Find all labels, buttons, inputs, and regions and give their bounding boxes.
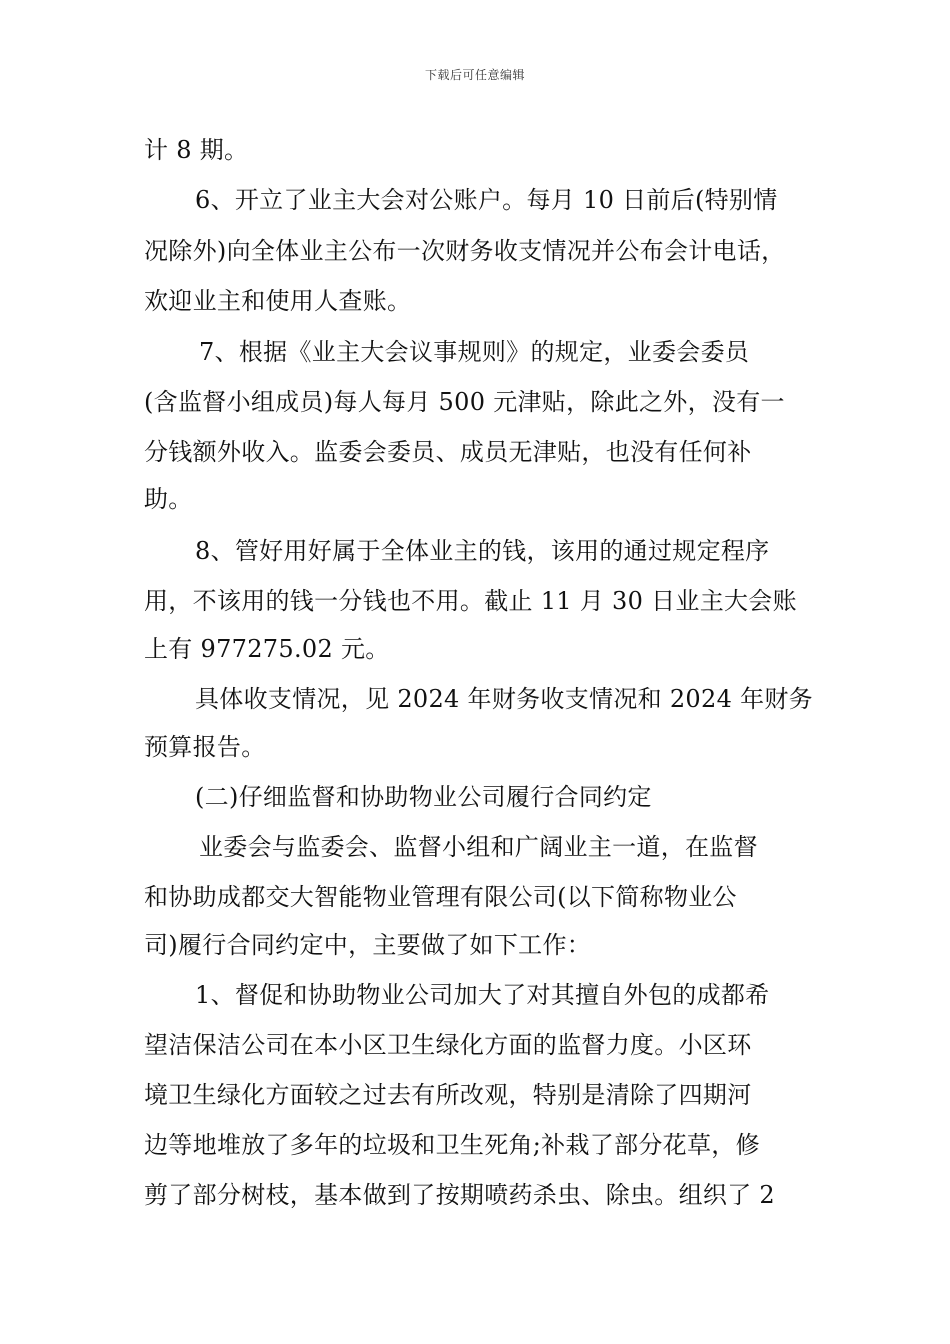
item-1-line-1: 1、督促和协助物业公司加大了对其擅自外包的成都希 — [195, 981, 770, 1009]
paragraph-7-line-3: 分钱额外收入。监委会委员、成员无津贴，也没有任何补 — [144, 438, 752, 466]
paragraph-8-line-2: 用，不该用的钱一分钱也不用。截止 11 月 30 日业主大会账 — [144, 587, 797, 615]
section-intro-line-1: 业委会与监委会、监督小组和广阔业主一道，在监督 — [199, 833, 758, 861]
paragraph-8-line-3: 上有 977275.02 元。 — [144, 635, 390, 663]
paragraph-7-line-2: (含监督小组成员)每人每月 500 元津贴，除此之外，没有一 — [144, 388, 785, 416]
section-heading: (二)仔细监督和协助物业公司履行合同约定 — [195, 783, 652, 811]
item-1-line-2: 望洁保洁公司在本小区卫生绿化方面的监督力度。小区环 — [144, 1031, 752, 1059]
finance-report-line-1: 具体收支情况，见 2024 年财务收支情况和 2024 年财务 — [195, 685, 813, 713]
item-1-line-5: 剪了部分树枝，基本做到了按期喷药杀虫、除虫。组织了 2 — [144, 1181, 775, 1209]
page-header: 下载后可任意编辑 — [424, 68, 525, 82]
paragraph-7-line-1: 7、根据《业主大会议事规则》的规定，业委会委员 — [199, 338, 750, 366]
text-line: 计 8 期。 — [144, 136, 249, 164]
item-1-line-3: 境卫生绿化方面较之过去有所改观，特别是清除了四期河 — [144, 1081, 752, 1109]
section-intro-line-2: 和协助成都交大智能物业管理有限公司(以下简称物业公 — [144, 883, 737, 911]
item-1-line-4: 边等地堆放了多年的垃圾和卫生死角;补栽了部分花草，修 — [144, 1131, 760, 1159]
paragraph-6-line-3: 欢迎业主和使用人查账。 — [144, 287, 412, 315]
section-intro-line-3: 司)履行合同约定中，主要做了如下工作： — [144, 931, 592, 959]
paragraph-7-line-4: 助。 — [144, 485, 193, 513]
paragraph-8-line-1: 8、管好用好属于全体业主的钱，该用的通过规定程序 — [195, 537, 770, 565]
paragraph-6-line-1: 6、开立了业主大会对公账户。每月 10 日前后(特别情 — [195, 186, 778, 214]
finance-report-line-2: 预算报告。 — [144, 733, 266, 761]
paragraph-6-line-2: 况除外)向全体业主公布一次财务收支情况并公布会计电话， — [144, 237, 786, 265]
